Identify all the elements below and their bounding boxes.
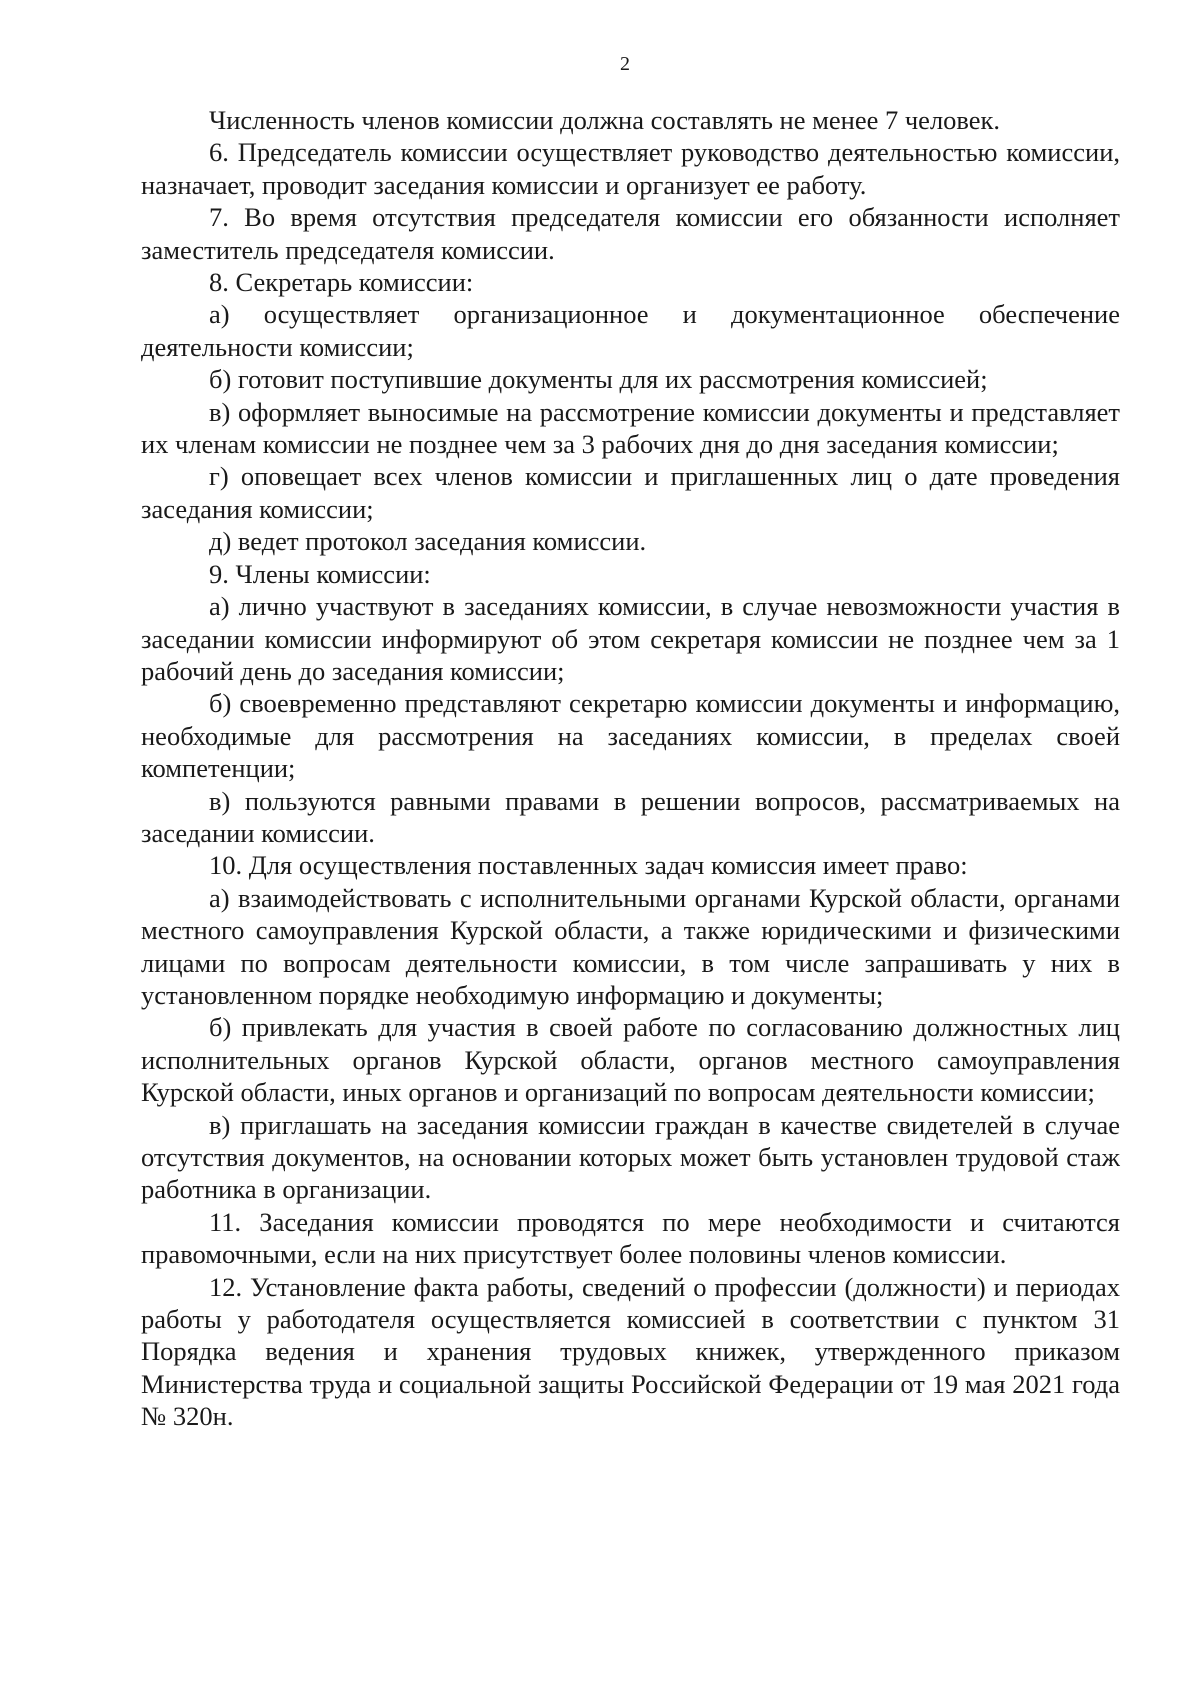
paragraph-10: 10. Для осуществления поставленных задач комиссия имеет право: [209, 850, 968, 881]
paragraph-8: 8. Секретарь комиссии: [209, 267, 474, 298]
paragraph-10v: в) приглашать на заседания комиссии граждан в качестве свидетелей в случае отсутствия документов, на основании которых может быть установлен трудовой стаж работника в организации. [141, 1109, 1120, 1205]
paragraph-9b: б) своевременно представляют секретарю комиссии документы и информацию, необходимые для рассмотрения на заседаниях комиссии, в пределах своей компетенции; [141, 688, 1120, 784]
paragraph-9a: а) лично участвуют в заседаниях комиссии, в случае невозможности участия в заседании комиссии информируют об этом секретаря комиссии не позднее чем за 1 рабочий день до заседания комиссии; [141, 591, 1120, 686]
paragraph-12: 12. Установление факта работы, сведений о профессии (должности) и периодах работы у работодателя осуществляется комиссией в соответствии с пунктом 31 Порядка ведения и хранения трудовых книжек, утвержденного приказом Министерства труда и социальной защиты Российской Федерации от 19 мая 2021 года № 320н. [141, 1271, 1120, 1432]
paragraph-6: 6. Председатель комиссии осуществляет руководство деятельностью комиссии, назначает, проводит заседания комиссии и организует ее работу. [141, 137, 1120, 200]
paragraph-7: 7. Во время отсутствия председателя комиссии его обязанности исполняет заместитель председателя комиссии. [141, 202, 1120, 265]
paragraph-8g: г) оповещает всех членов комиссии и приглашенных лиц о дате проведения заседания комиссии; [141, 461, 1120, 524]
paragraph-9: 9. Члены комиссии: [209, 558, 431, 589]
paragraph-8v: в) оформляет выносимые на рассмотрение комиссии документы и представляет их членам комиссии не позднее чем за 3 рабочих дня до дня заседания комиссии; [141, 396, 1120, 460]
paragraph-9v: в) пользуются равными правами в решении вопросов, рассматриваемых на заседании комиссии. [141, 785, 1120, 848]
paragraph-8b: б) готовит поступившие документы для их рассмотрения комиссией; [209, 364, 988, 395]
paragraph-10b: б) привлекать для участия в своей работе по согласованию должностных лиц исполнительных органов Курской области, органов местного самоуправления Курской области, иных органов и организаций по вопросам деятельности комиссии; [141, 1012, 1120, 1108]
paragraph-8d: д) ведет протокол заседания комиссии. [209, 526, 647, 557]
document-body [141, 104, 1120, 1433]
paragraph-members-count: Численность членов комиссии должна составлять не менее 7 человек. [209, 105, 1001, 135]
paragraph-8a: а) осуществляет организационное и документационное обеспечение деятельности комиссии; [141, 299, 1120, 362]
page-number: 2 [620, 53, 630, 75]
paragraph-10a: а) взаимодействовать с исполнительными органами Курской области, органами местного самоуправления Курской области, а также юридическими и физическими лицами по вопросам деятельности комиссии, в том числе запрашивать у них в установленном порядке необходимую информацию и документы; [141, 882, 1120, 1010]
paragraph-11: 11. Заседания комиссии проводятся по мере необходимости и считаются правомочными, если на них присутствует более половины членов комиссии. [141, 1206, 1120, 1270]
